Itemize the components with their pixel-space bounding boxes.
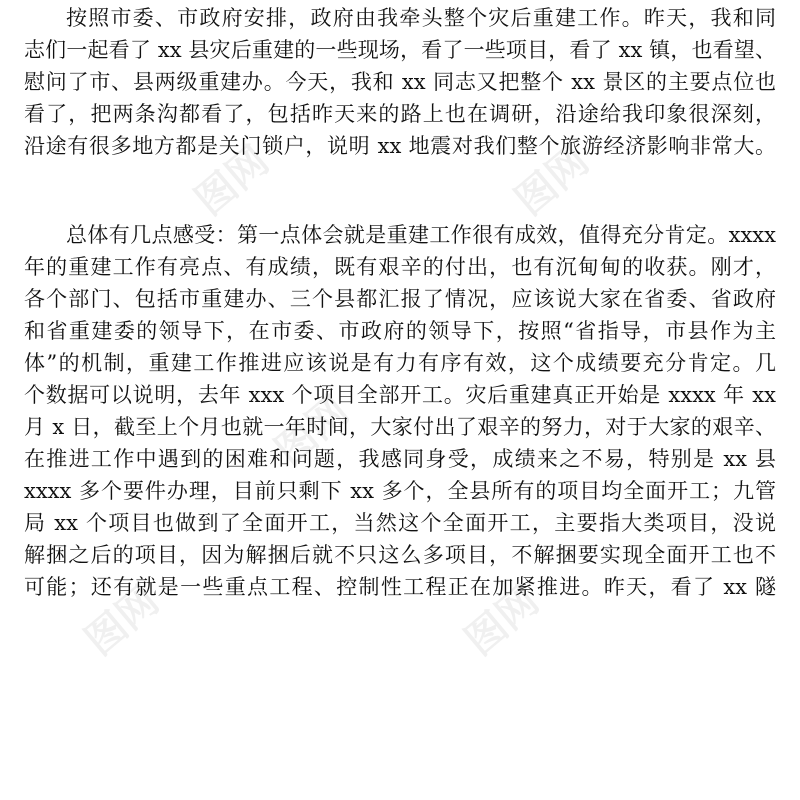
text-line: 慰问了市、县两级重建办。今天，我和 xx 同志又把整个 xx 景区的主要点位也 [24,70,776,94]
watermark-mark: 图网 [506,137,598,225]
text-line: 个数据可以说明，去年 xxx 个项目全部开工。灾后重建真正开始是 xxxx 年 xx [24,383,776,407]
text-line: 在推进工作中遇到的困难和问题，我感同身受，成绩来之不易，特别是 xx 县 [24,447,776,471]
text-line: 体”的机制，重建工作推进应该说是有力有序有效，这个成绩要充分肯定。几 [24,351,776,375]
text-line: 年的重建工作有亮点、有成绩，既有艰辛的付出，也有沉甸甸的收获。刚才， [24,255,776,279]
paragraph-1 [24,2,776,162]
text-line: 按照市委、市政府安排，政府由我牵头整个灾后重建工作。昨天，我和同 [66,6,776,30]
text-line: 和省重建委的领导下，在市委、市政府的领导下，按照“省指导，市县作为主 [24,319,776,343]
text-line: xxxx 多个要件办理，目前只剩下 xx 多个，全县所有的项目均全面开工；九管 [24,479,776,503]
text-line: 沿途有很多地方都是关门锁户，说明 xx 地震对我们整个旅游经济影响非常大。 [24,134,776,158]
text-line: 解捆之后的项目，因为解捆后就不只这么多项目，不解捆要实现全面开工也不 [24,543,776,567]
text-line: 局 xx 个项目也做到了全面开工，当然这个全面开工，主要指大类项目，没说 [24,511,776,535]
watermark-mark: 图网 [186,137,278,225]
watermark-mark: 图网 [266,387,358,475]
text-line: 月 x 日，截至上个月也就一年时间，大家付出了艰辛的努力，对于大家的艰辛、 [24,415,776,439]
text-line: 可能；还有就是一些重点工程、控制性工程正在加紧推进。昨天，看了 xx 隧 [24,575,776,599]
watermark-mark: 图网 [456,577,548,665]
text-line: 各个部门、包括市重建办、三个县都汇报了情况，应该说大家在省委、省政府 [24,287,776,311]
text-line: 志们一起看了 xx 县灾后重建的一些现场，看了一些项目，看了 xx 镇，也看望、 [24,38,776,62]
paragraph-2 [24,219,776,603]
text-line: 总体有几点感受：第一点体会就是重建工作很有成效，值得充分肯定。xxxx [66,223,776,247]
text-line: 看了，把两条沟都看了，包括昨天来的路上也在调研，沿途给我印象很深刻， [24,102,776,126]
watermark-mark: 图网 [76,577,168,665]
